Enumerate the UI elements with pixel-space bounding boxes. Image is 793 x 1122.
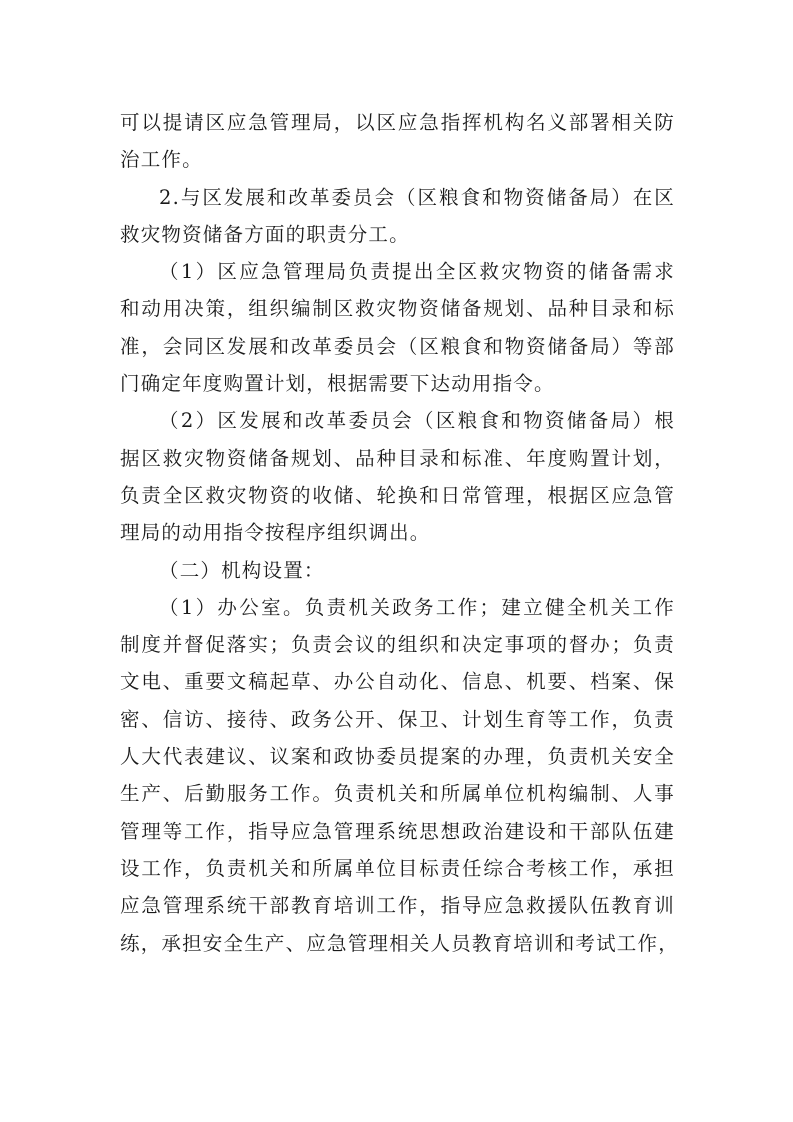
text-line: 理局的动用指令按程序组织调出。 — [120, 521, 431, 545]
text-line: 生产、后勤服务工作。负责机关和所属单位机构编制、人事 — [120, 782, 675, 806]
text-line: 和动用决策，组织编制区救灾物资储备规划、品种目录和标 — [120, 297, 675, 321]
text-line: （二）机构设置： — [159, 558, 325, 582]
text-line: （2）区发展和改革委员会（区粮食和物资储备局）根 — [159, 409, 675, 433]
text-line: 管理等工作，指导应急管理系统思想政治建设和干部队伍建 — [120, 819, 675, 843]
text-line: （1）区应急管理局负责提出全区救灾物资的储备需求 — [159, 260, 675, 284]
text-line: 文电、重要文稿起草、办公自动化、信息、机要、档案、保 — [120, 670, 675, 694]
text-line: 可以提请区应急管理局，以区应急指挥机构名义部署相关防 — [120, 111, 675, 134]
text-line: 准，会同区发展和改革委员会（区粮食和物资储备局）等部 — [120, 334, 675, 358]
text-line: 治工作。 — [120, 148, 203, 172]
text-line: 负责全区救灾物资的收储、轮换和日常管理，根据区应急管 — [120, 483, 675, 507]
text-line: 据区救灾物资储备规划、品种目录和标准、年度购置计划， — [120, 446, 675, 470]
text-line: 制度并督促落实；负责会议的组织和决定事项的督办；负责 — [120, 633, 675, 657]
text-line: 2.与区发展和改革委员会（区粮食和物资储备局）在区 — [159, 185, 675, 209]
document-body — [120, 104, 679, 962]
text-line: 应急管理系统干部教育培训工作，指导应急救援队伍教育训 — [120, 894, 675, 918]
text-line: （1）办公室。负责机关政务工作；建立健全机关工作 — [159, 595, 675, 619]
text-line: 门确定年度购置计划，根据需要下达动用指令。 — [120, 372, 555, 396]
text-line: 设工作，负责机关和所属单位目标责任综合考核工作，承担 — [120, 856, 675, 880]
text-line: 救灾物资储备方面的职责分工。 — [120, 222, 410, 246]
text-line: 密、信访、接待、政务公开、保卫、计划生育等工作，负责 — [120, 707, 675, 731]
text-line: 人大代表建议、议案和政协委员提案的办理，负责机关安全 — [120, 745, 675, 769]
text-line: 练，承担安全生产、应急管理相关人员教育培训和考试工作， — [120, 931, 679, 955]
